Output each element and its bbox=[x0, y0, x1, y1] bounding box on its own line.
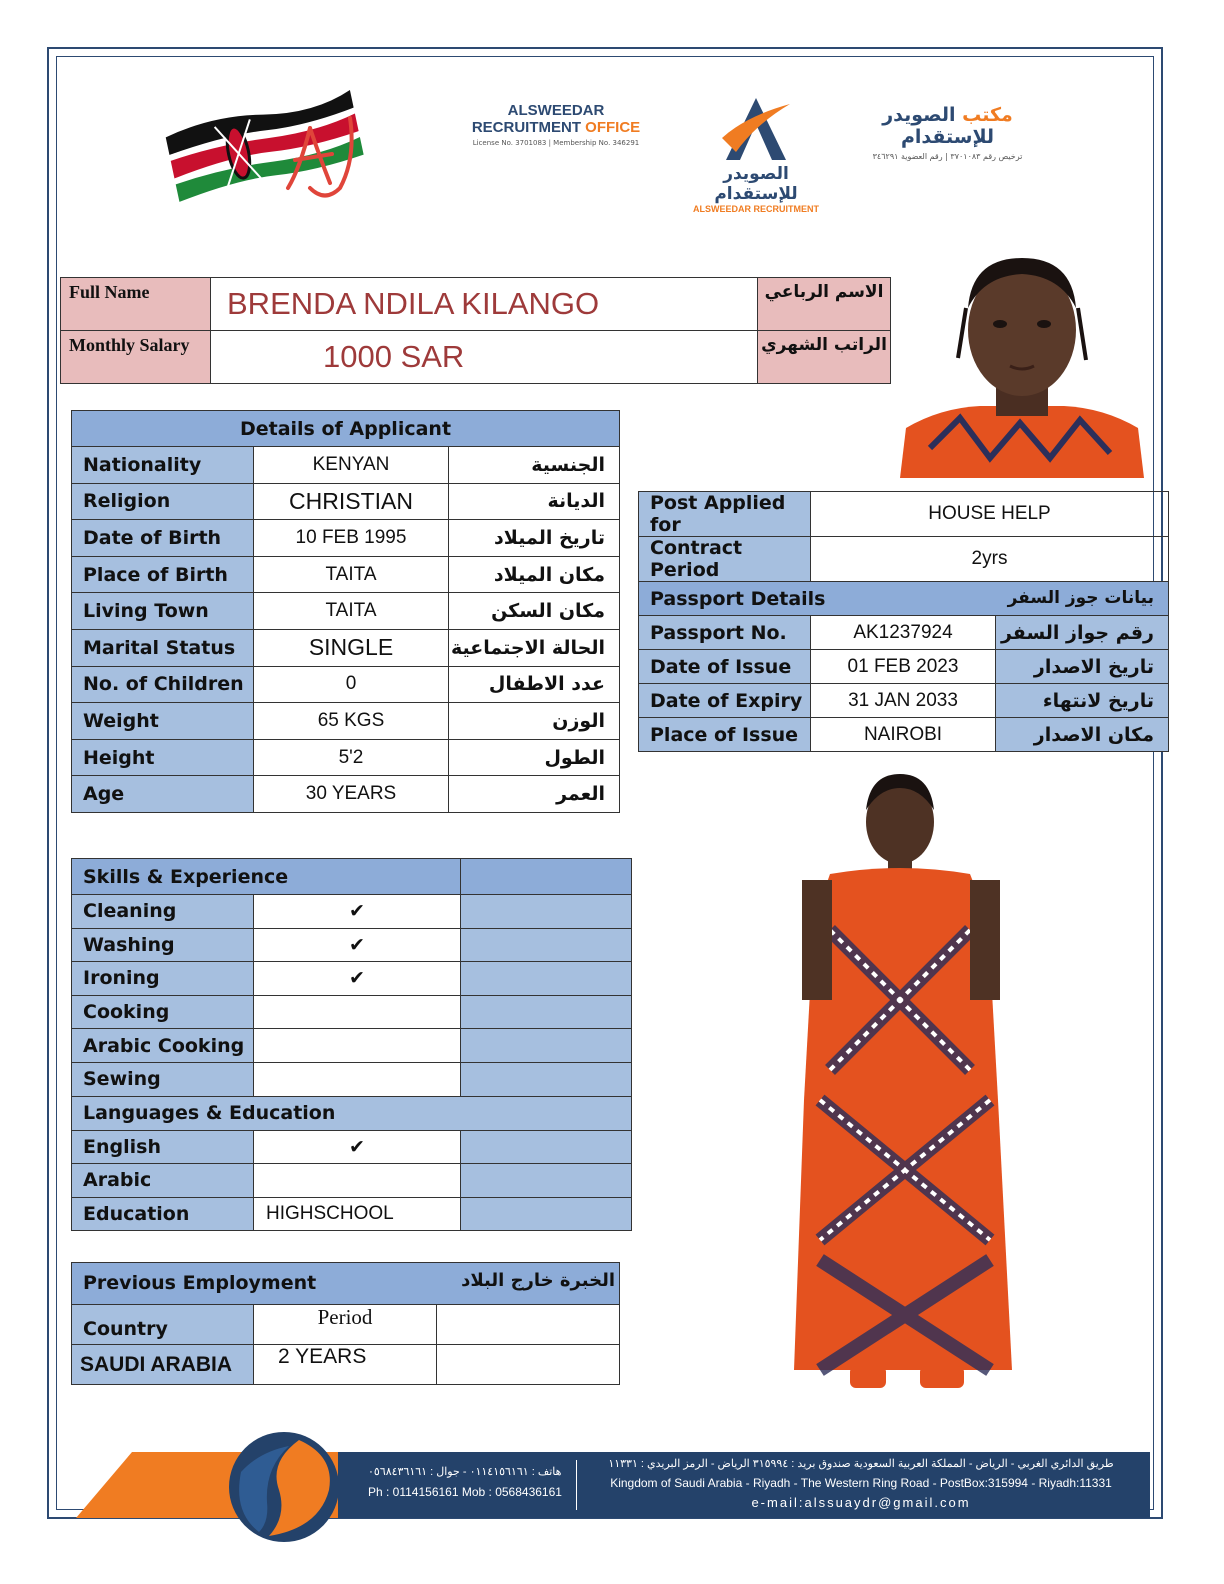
skill-row-label: Education bbox=[72, 1197, 254, 1231]
employment-blank-cell bbox=[437, 1305, 620, 1345]
skills-header-blank bbox=[461, 859, 632, 895]
details-row bbox=[72, 703, 620, 740]
a-logo-english: ALSWEEDAR RECRUITMENT bbox=[693, 204, 819, 214]
period-column-label: Period bbox=[254, 1305, 437, 1345]
details-row-value: SINGLE bbox=[254, 629, 449, 666]
skill-row-mark bbox=[254, 1062, 461, 1096]
applicant-full-body-photo bbox=[790, 770, 1012, 1410]
skill-row bbox=[72, 1197, 632, 1231]
post-value: HOUSE HELP bbox=[811, 492, 1169, 537]
passport-row bbox=[639, 684, 1169, 718]
passport-title: Passport Details bbox=[650, 588, 826, 610]
details-row-arabic-label: الطول bbox=[449, 739, 620, 776]
skill-row-label: English bbox=[72, 1130, 254, 1164]
passport-row bbox=[639, 616, 1169, 650]
skill-row-blank bbox=[461, 1164, 632, 1198]
passport-header bbox=[639, 582, 1169, 616]
skill-row-label: Arabic bbox=[72, 1164, 254, 1198]
full-name-arabic-label: الاسم الرباعي bbox=[758, 278, 891, 331]
skill-row-mark bbox=[254, 1029, 461, 1063]
details-row-value: TAITA bbox=[254, 556, 449, 593]
details-row-label: Religion bbox=[72, 483, 254, 520]
salary-value: 1000 SAR bbox=[211, 331, 758, 384]
skill-row bbox=[72, 928, 632, 962]
details-row-arabic-label: الديانة bbox=[449, 483, 620, 520]
skill-row-blank bbox=[461, 1130, 632, 1164]
details-row-value: KENYAN bbox=[254, 447, 449, 484]
skill-row-label: Sewing bbox=[72, 1062, 254, 1096]
alsweedar-a-logo bbox=[686, 94, 826, 214]
arabic-office-name: الصويدر للإستقدام bbox=[882, 104, 995, 148]
passport-title-arabic: بيانات جوز السفر bbox=[1007, 588, 1154, 608]
post-label: Post Applied for bbox=[639, 492, 811, 537]
details-row bbox=[72, 593, 620, 630]
passport-row-arabic-label: مكان الاصدار bbox=[996, 718, 1169, 752]
details-title: Details of Applicant bbox=[72, 411, 620, 447]
footer-email[interactable]: e-mail:alssuaydr@gmail.com bbox=[751, 1495, 971, 1510]
skill-row bbox=[72, 962, 632, 996]
details-row bbox=[72, 629, 620, 666]
passport-row-label: Date of Expiry bbox=[639, 684, 811, 718]
passport-row-value: AK1237924 bbox=[811, 616, 996, 650]
details-row bbox=[72, 666, 620, 703]
office-logo-line2 bbox=[466, 119, 646, 136]
details-row-arabic-label: الجنسية bbox=[449, 447, 620, 484]
languages-title: Languages & Education bbox=[72, 1096, 632, 1130]
details-row-label: Place of Birth bbox=[72, 556, 254, 593]
employment-title: Previous Employment bbox=[83, 1272, 317, 1294]
details-row-value: 5'2 bbox=[254, 739, 449, 776]
employment-data-row bbox=[72, 1345, 620, 1385]
skill-row-mark: HIGHSCHOOL bbox=[254, 1197, 461, 1231]
skill-row-label: Arabic Cooking bbox=[72, 1029, 254, 1063]
skill-row-blank bbox=[461, 1197, 632, 1231]
a-logo-arabic: الصويدر للإستقدام bbox=[714, 164, 798, 204]
details-row-label: Marital Status bbox=[72, 629, 254, 666]
passport-row bbox=[639, 718, 1169, 752]
applicant-headshot-photo bbox=[900, 248, 1144, 478]
post-passport-table bbox=[638, 491, 1169, 752]
skills-header-row bbox=[72, 859, 632, 895]
footer-address-block bbox=[582, 1455, 1140, 1512]
skill-row bbox=[72, 895, 632, 929]
employment-blank-cell-2 bbox=[437, 1345, 620, 1385]
employment-columns-row bbox=[72, 1305, 620, 1345]
details-row-arabic-label: العمر bbox=[449, 776, 620, 813]
skill-row-label: Cleaning bbox=[72, 895, 254, 929]
footer-phone-english: Ph : 0114156161 Mob : 0568436161 bbox=[368, 1485, 562, 1499]
contract-label: Contract Period bbox=[639, 537, 811, 582]
country-column-label: Country bbox=[72, 1305, 254, 1345]
skill-row-blank bbox=[461, 1062, 632, 1096]
skill-row-blank bbox=[461, 995, 632, 1029]
passport-row-arabic-label: تاريخ الاصدار bbox=[996, 650, 1169, 684]
details-row-value: TAITA bbox=[254, 593, 449, 630]
arabic-office-logo bbox=[850, 104, 1045, 161]
passport-row-value: NAIROBI bbox=[811, 718, 996, 752]
details-row-arabic-label: مكان الميلاد bbox=[449, 556, 620, 593]
skill-row-label: Ironing bbox=[72, 962, 254, 996]
arabic-office-title bbox=[850, 104, 1045, 148]
details-row-arabic-label: الحالة الاجتماعية bbox=[449, 629, 620, 666]
languages-header-row bbox=[72, 1096, 632, 1130]
details-row bbox=[72, 520, 620, 557]
footer-phone-block bbox=[368, 1462, 588, 1502]
passport-row-arabic-label: تاريخ لانتهاء bbox=[996, 684, 1169, 718]
office-logo-line1: ALSWEEDAR bbox=[507, 102, 605, 119]
employment-country: SAUDI ARABIA bbox=[72, 1345, 254, 1385]
office-license-text: License No. 3701083 | Membership No. 346291 bbox=[472, 139, 640, 147]
kenya-aj-logo bbox=[160, 88, 370, 208]
salary-row bbox=[61, 331, 891, 384]
details-row-value: 65 KGS bbox=[254, 703, 449, 740]
details-row-value: 0 bbox=[254, 666, 449, 703]
details-row-value: 30 YEARS bbox=[254, 776, 449, 813]
passport-row-label: Place of Issue bbox=[639, 718, 811, 752]
footer-separator bbox=[576, 1460, 577, 1510]
details-row bbox=[72, 776, 620, 813]
details-table bbox=[71, 410, 620, 813]
skill-row bbox=[72, 1029, 632, 1063]
skill-row-mark bbox=[254, 1164, 461, 1198]
full-name-row bbox=[61, 278, 891, 331]
passport-row-arabic-label: رقم جواز السفر bbox=[996, 616, 1169, 650]
office-logo-recruitment: RECRUITMENT bbox=[471, 119, 581, 136]
a-letter-icon bbox=[716, 94, 796, 164]
employment-title-arabic: الخبرة خارج البلاد bbox=[461, 1270, 615, 1291]
details-row-label: Weight bbox=[72, 703, 254, 740]
passport-row bbox=[639, 650, 1169, 684]
skill-row bbox=[72, 1130, 632, 1164]
employment-header-row bbox=[72, 1263, 620, 1305]
post-row bbox=[639, 492, 1169, 537]
details-row-label: Nationality bbox=[72, 447, 254, 484]
contract-row bbox=[639, 537, 1169, 582]
salary-arabic-label: الراتب الشهري bbox=[758, 331, 891, 384]
employment-period: 2 YEARS bbox=[254, 1345, 437, 1385]
skill-row-blank bbox=[461, 962, 632, 996]
details-row-arabic-label: تاريخ الميلاد bbox=[449, 520, 620, 557]
skill-row-mark bbox=[254, 995, 461, 1029]
skill-row-mark: ✔ bbox=[254, 928, 461, 962]
passport-row-label: Date of Issue bbox=[639, 650, 811, 684]
details-row-label: Height bbox=[72, 739, 254, 776]
arabic-office-license: ترخيص رقم ٣٧٠١٠٨٣ | رقم العضوية ٣٤٦٢٩١ bbox=[872, 152, 1023, 161]
skill-row bbox=[72, 1164, 632, 1198]
office-logo-office: OFFICE bbox=[585, 119, 641, 136]
details-row bbox=[72, 483, 620, 520]
details-row-label: Date of Birth bbox=[72, 520, 254, 557]
full-name-label: Full Name bbox=[61, 278, 211, 331]
skill-row-blank bbox=[461, 895, 632, 929]
salary-label: Monthly Salary bbox=[61, 331, 211, 384]
alsweedar-office-logo bbox=[466, 102, 646, 162]
passport-header-row bbox=[639, 582, 1169, 616]
passport-row-label: Passport No. bbox=[639, 616, 811, 650]
employment-header bbox=[72, 1263, 620, 1305]
details-row-arabic-label: الوزن bbox=[449, 703, 620, 740]
skill-row-blank bbox=[461, 928, 632, 962]
skill-row-blank bbox=[461, 1029, 632, 1063]
passport-row-value: 01 FEB 2023 bbox=[811, 650, 996, 684]
footer-contact-band bbox=[338, 1452, 1150, 1518]
full-name-value: BRENDA NDILA KILANGO bbox=[211, 278, 758, 331]
skill-row-label: Cooking bbox=[72, 995, 254, 1029]
details-row-label: Age bbox=[72, 776, 254, 813]
details-row-value: 10 FEB 1995 bbox=[254, 520, 449, 557]
details-row bbox=[72, 447, 620, 484]
details-row-label: No. of Children bbox=[72, 666, 254, 703]
details-row-arabic-label: عدد الاطفال bbox=[449, 666, 620, 703]
arabic-office-word: مكتب bbox=[955, 104, 1013, 126]
skill-row-label: Washing bbox=[72, 928, 254, 962]
details-row-arabic-label: مكان السكن bbox=[449, 593, 620, 630]
skill-row-mark: ✔ bbox=[254, 895, 461, 929]
skill-row-mark: ✔ bbox=[254, 1130, 461, 1164]
skill-row-mark: ✔ bbox=[254, 962, 461, 996]
details-row bbox=[72, 556, 620, 593]
contract-value: 2yrs bbox=[811, 537, 1169, 582]
skill-row bbox=[72, 1062, 632, 1096]
details-row-label: Living Town bbox=[72, 593, 254, 630]
details-header-row bbox=[72, 411, 620, 447]
footer-phone-arabic: هاتف : ٠١١٤١٥٦١٦١ - جوال : ٠٥٦٨٤٣٦١٦١ bbox=[368, 1466, 562, 1478]
skills-title: Skills & Experience bbox=[72, 859, 461, 895]
footer-address-english: Kingdom of Saudi Arabia - Riyadh - The Western Ring Road - PostBox:315994 - Riyadh:11331 bbox=[610, 1476, 1112, 1490]
passport-row-value: 31 JAN 2033 bbox=[811, 684, 996, 718]
footer-address-arabic: طريق الدائري الغربي - الرياض - المملكة العربية السعودية صندوق بريد : ٣١٥٩٩٤ الرياض - الرمز البريدي : ١١٣٣١ bbox=[608, 1458, 1114, 1470]
details-row bbox=[72, 739, 620, 776]
identity-table bbox=[60, 277, 891, 384]
footer-circle-logo bbox=[229, 1432, 339, 1542]
skills-table bbox=[71, 858, 632, 1231]
employment-table bbox=[71, 1262, 620, 1385]
skill-row bbox=[72, 995, 632, 1029]
details-row-value: CHRISTIAN bbox=[254, 483, 449, 520]
